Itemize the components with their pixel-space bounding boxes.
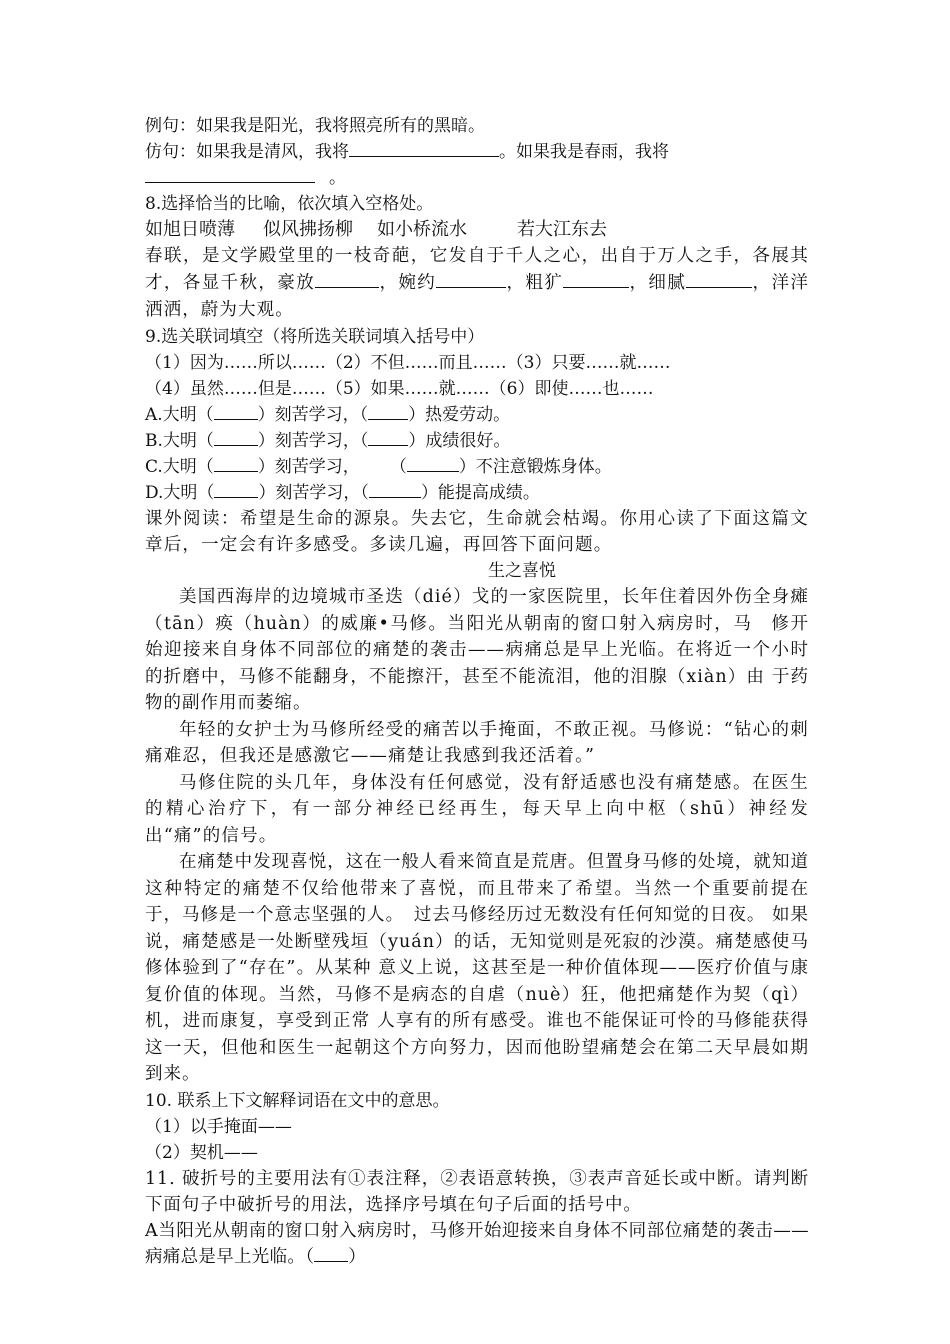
item-text: A.大明（ — [145, 405, 214, 425]
answer-blank[interactable] — [214, 402, 258, 420]
document-content — [145, 113, 809, 1270]
answer-blank[interactable] — [436, 270, 506, 288]
question-9-item-a — [145, 402, 809, 428]
item-text: ）刻苦学习，（ — [257, 431, 369, 451]
item-text: ）刻苦学习，（ — [257, 405, 369, 425]
option-3: 如小桥流水 — [377, 219, 467, 240]
passage-text: ，婉约 — [379, 273, 437, 293]
item-text: D.大明（ — [145, 483, 215, 503]
answer-blank[interactable] — [214, 480, 258, 498]
item-text: ）刻苦学习， — [257, 457, 360, 477]
imitation-text-a: 仿句：如果我是清风，我将 — [145, 142, 349, 162]
question-8-title: 8.选择恰当的比喻，依次填入空格处。 — [145, 194, 434, 214]
item-text: （ — [389, 457, 407, 477]
question-9-item-b — [145, 428, 809, 454]
imitation-sentence — [145, 139, 809, 165]
question-9-item-c — [145, 454, 809, 480]
item-text: ）成绩很好。 — [408, 431, 511, 451]
question-8-options — [145, 217, 809, 243]
passage-text: ，粗犷 — [506, 273, 564, 293]
item-text: B.大明（ — [145, 431, 214, 451]
answer-blank[interactable] — [368, 402, 408, 420]
option-2: 似风拂扬柳 — [263, 219, 353, 240]
imitation-end: 。 — [329, 168, 346, 188]
answer-blank[interactable] — [368, 428, 408, 446]
answer-blank[interactable] — [407, 454, 459, 472]
option-1: 如旭日喷薄 — [145, 219, 235, 240]
question-10-title: 10. 联系上下文解释词语在文中的意思。 — [145, 1090, 450, 1111]
answer-blank[interactable] — [686, 270, 752, 288]
question-10-item-1: （1）以手掩面—— — [145, 1116, 292, 1137]
item-text: ）不注意锻炼身体。 — [458, 457, 612, 477]
answer-blank[interactable] — [315, 270, 379, 288]
question-8-passage — [145, 243, 809, 324]
answer-blank[interactable] — [563, 270, 629, 288]
item-text: ）热爱劳动。 — [408, 405, 511, 425]
article-paragraph-4: 在痛楚中发现喜悦，这在一般人看来简直是荒唐。但置身马修的处境，就知道这种特定的痛楚不仅给他带来了喜悦，而且带来了希望。当然一个重要前提在于，马修是一个意志坚强的人。 过去马修经历过无数没有任何知觉的日夜。 如果说，痛楚感是一处断壁残垣（yuán）的话，无知觉则是死寂的沙漠。痛楚感使马修体验到了“存在”。从某种 意义上说，这甚至是一种价值体现——医疗价值与康复价值的体现。当然，马修不是病态的自虐（nuè）狂，他把痛楚作为契（qì）机，进而康复，享受到正常 人享有的所有感受。谁也不能保证可怜的马修能获得这一天，但他和医生一起朝这个方向努力，因而他盼望痛楚会在第二天早晨如期到来。 — [145, 852, 809, 1084]
question-11-item-a — [145, 1218, 809, 1270]
answer-blank[interactable] — [145, 165, 315, 183]
imitation-text-b: 。如果我是春雨，我将 — [499, 142, 669, 162]
question-9-options-row-2: （4）虽然……但是……（5）如果……就……（6）即使……也…… — [145, 379, 654, 399]
question-9-title: 9.选关联词填空（将所选关联词填入括号中） — [145, 327, 485, 347]
answer-blank[interactable] — [214, 454, 258, 472]
question-11-title: 11. 破折号的主要用法有①表注释，②表语意转换，③表声音延长或中断。请判断下面句子中破折号的用法，选择序号填在句子后面的括号中。 — [145, 1168, 809, 1215]
passage-text: ，细腻 — [629, 273, 687, 293]
imitation-sentence-end — [145, 165, 809, 191]
article-title: 生之喜悦 — [488, 561, 556, 581]
answer-blank[interactable] — [314, 1244, 348, 1262]
question-9-item-d — [145, 480, 809, 506]
article-paragraph-2: 年轻的女护士为马修所经受的痛苦以手掩面，不敢正视。马修说：“钻心的刺痛难忍，但我还是感激它——痛楚让我感到我还活着。” — [145, 719, 809, 766]
answer-blank[interactable] — [214, 428, 258, 446]
example-sentence: 例句：如果我是阳光，我将照亮所有的黑暗。 — [145, 116, 485, 136]
answer-blank[interactable] — [369, 480, 421, 498]
item-text: C.大明（ — [145, 457, 214, 477]
item-text: ）能提高成绩。 — [420, 483, 540, 503]
item-text: ）刻苦学习，（ — [258, 483, 369, 503]
item-text: A当阳光从朝南的窗口射入病房时，马修开始迎接来自身体不同部位痛楚的袭击——病痛总是早上光临。（ — [145, 1220, 809, 1267]
answer-blank[interactable] — [349, 139, 499, 157]
article-paragraph-1: 美国西海岸的边境城市圣迭（dié）戈的一家医院里，长年住着因外伤全身瘫（tān）痪（huàn）的威廉•马修。当阳光从朝南的窗口射入病房时，马 修开始迎接来自身体不同部位的痛楚的袭击——病痛总是早上光临。在将近一个小时的折磨中，马修不能翻身，不能擦汗，甚至不能流泪，他的泪腺（xiàn）由 于药物的副作用而萎缩。 — [145, 587, 809, 713]
article-paragraph-3: 马修住院的头几年，身体没有任何感觉，没有舒适感也没有痛楚感。在医生的精心治疗下，有一部分神经已经再生，每天早上向中枢（shū）神经发出“痛”的信号。 — [145, 772, 809, 846]
question-10-item-2: （2）契机—— — [145, 1142, 258, 1163]
question-9-options-row-1: （1）因为……所以……（2）不但……而且……（3）只要……就…… — [145, 353, 671, 373]
reading-intro: 课外阅读：希望是生命的源泉。失去它，生命就会枯竭。你用心读了下面这篇文章后，一定会有许多感受。多读几遍，再回答下面问题。 — [145, 509, 809, 555]
passage-text: 春联，是文学殿堂里的一枝奇葩，它发自于千人之心，出自于万人之手，各展其才，各显千秋，豪放 — [145, 246, 809, 293]
passage-text: ，洋洋洒洒，蔚为大观。 — [145, 273, 809, 320]
option-4: 若大江东去 — [517, 219, 607, 240]
item-text: ） — [348, 1246, 367, 1267]
